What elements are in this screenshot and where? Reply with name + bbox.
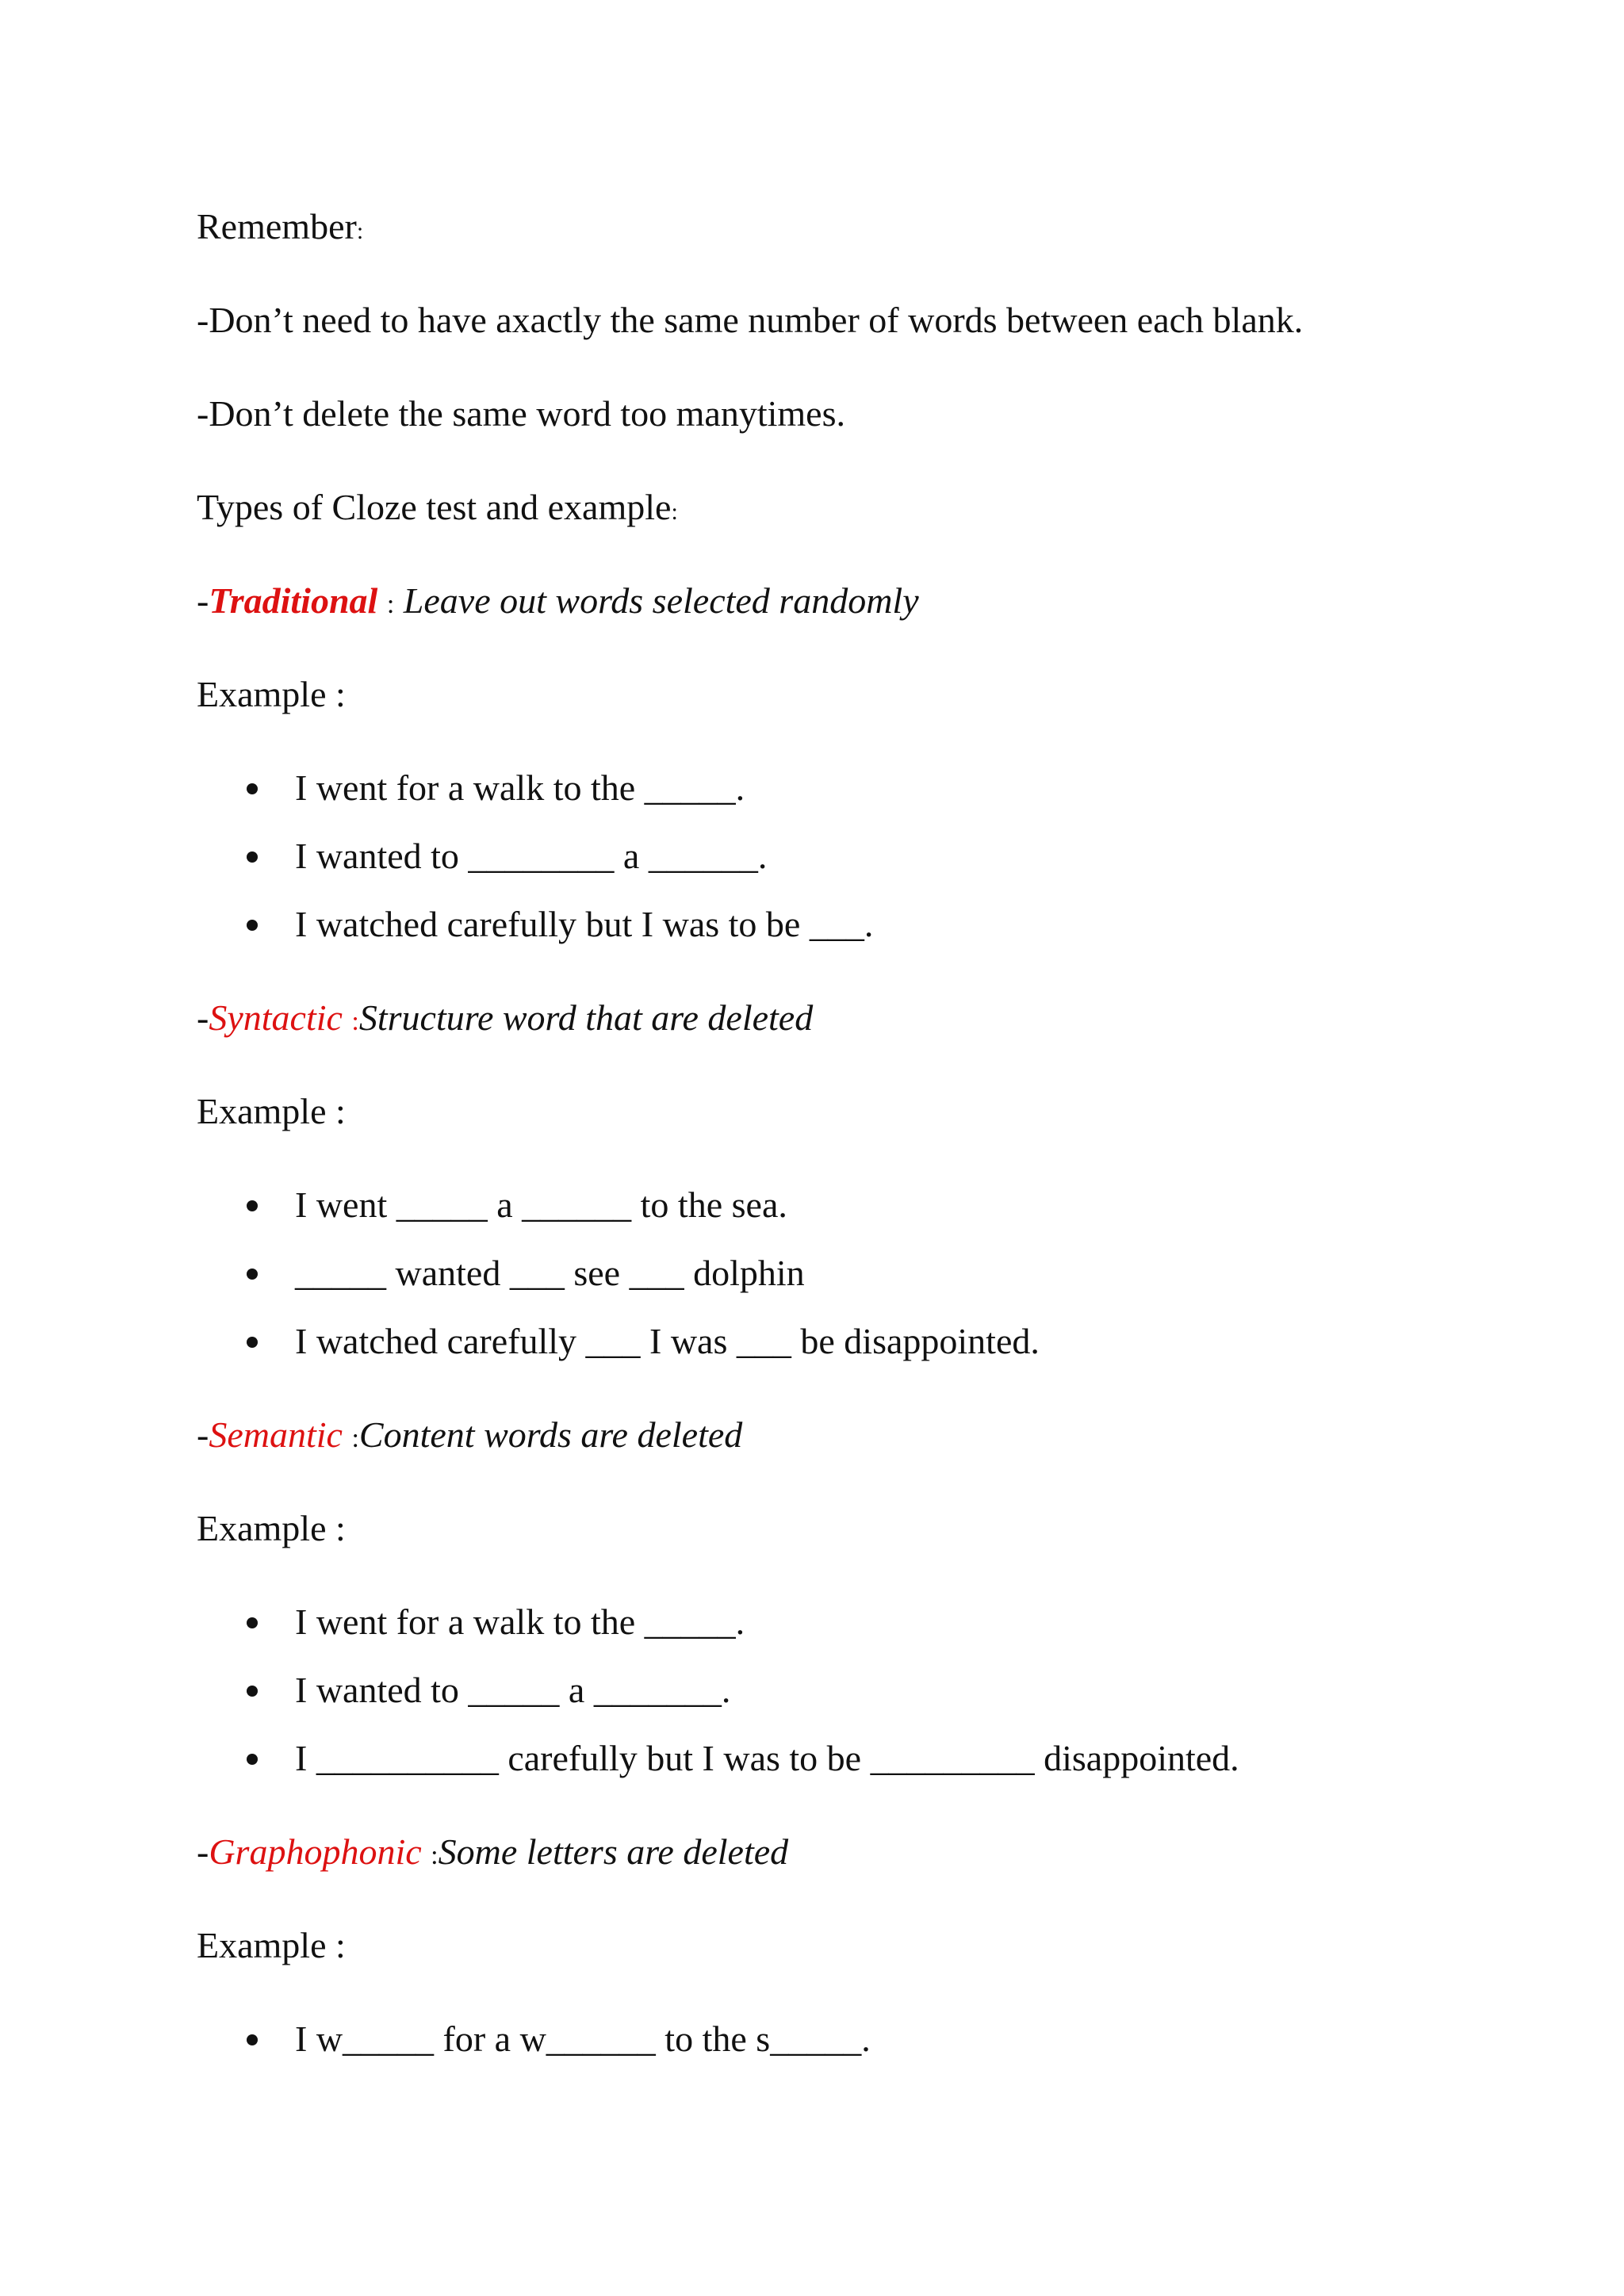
bullet-icon <box>247 783 258 794</box>
heading-description: Structure word that are deleted <box>358 997 814 1038</box>
heading-colon: : <box>351 1424 359 1453</box>
bullet-icon <box>247 851 258 863</box>
bullet-icon <box>247 1337 258 1348</box>
example-label: Example : <box>197 1091 346 1131</box>
list-item-text: _____ wanted ___ see ___ dolphin <box>295 1253 805 1293</box>
heading-description: Some letters are deleted <box>438 1831 789 1872</box>
list-item <box>197 1249 1040 1318</box>
list-item <box>197 1667 1239 1735</box>
heading-colon: : <box>386 590 395 619</box>
heading-keyword: Syntactic <box>209 997 343 1038</box>
list-item <box>197 1181 1040 1249</box>
types-heading-colon: : <box>671 499 678 525</box>
bullet-icon <box>247 1686 258 1697</box>
bullet-icon <box>247 1617 258 1628</box>
heading-colon: : <box>351 1007 359 1036</box>
bullet-icon <box>247 1269 258 1280</box>
rule-line-1: -Don’t need to have axactly the same number of words between each blank. <box>197 300 1304 340</box>
example-label: Example : <box>197 1508 346 1548</box>
list-item-text: I w_____ for a w______ to the s_____. <box>295 2019 871 2059</box>
rule-line-2: -Don’t delete the same word too manytimes. <box>197 393 846 434</box>
example-list-semantic <box>197 1598 1239 1803</box>
list-item-text: I went _____ a ______ to the sea. <box>295 1184 787 1225</box>
remember-colon: : <box>356 218 364 244</box>
heading-dash: - <box>197 997 209 1038</box>
section-heading-traditional <box>197 577 919 629</box>
list-item-text: I __________ carefully but I was to be _________ disappointed. <box>295 1738 1239 1778</box>
heading-keyword: Semantic <box>209 1414 343 1455</box>
example-list-syntactic <box>197 1181 1040 1386</box>
remember-title: Remember <box>197 206 357 247</box>
heading-description: Leave out words selected randomly <box>403 580 919 621</box>
example-label: Example : <box>197 674 346 714</box>
list-item-text: I watched carefully but I was to be ___. <box>295 904 874 944</box>
list-item <box>197 901 873 969</box>
types-heading <box>197 484 678 536</box>
bullet-icon <box>247 1200 258 1211</box>
section-heading-syntactic <box>197 994 813 1046</box>
section-heading-semantic <box>197 1411 742 1463</box>
list-item-text: I wanted to ________ a ______. <box>295 836 768 876</box>
heading-keyword: Graphophonic <box>209 1831 422 1872</box>
list-item-text: I went for a walk to the _____. <box>295 767 745 808</box>
list-item <box>197 1598 1239 1667</box>
heading-description: Content words are deleted <box>358 1414 743 1455</box>
types-heading-text: Types of Cloze test and example <box>197 487 672 527</box>
list-item-text: I wanted to _____ a _______. <box>295 1670 731 1710</box>
bullet-icon <box>247 2034 258 2045</box>
heading-dash: - <box>197 580 209 621</box>
list-item <box>197 2015 871 2084</box>
list-item-text: I went for a walk to the _____. <box>295 1601 745 1642</box>
heading-dash: - <box>197 1414 209 1455</box>
remember-heading <box>197 203 363 255</box>
list-item <box>197 764 873 832</box>
list-item <box>197 1735 1239 1803</box>
list-item <box>197 832 873 901</box>
section-heading-graphophonic <box>197 1828 788 1880</box>
example-list-traditional <box>197 764 873 969</box>
list-item <box>197 1318 1040 1386</box>
heading-keyword: Traditional <box>209 580 378 621</box>
list-item-text: I watched carefully ___ I was ___ be disappointed. <box>295 1321 1040 1361</box>
heading-dash: - <box>197 1831 209 1872</box>
bullet-icon <box>247 1754 258 1765</box>
heading-colon: : <box>431 1841 439 1870</box>
example-label: Example : <box>197 1925 346 1965</box>
bullet-icon <box>247 920 258 931</box>
example-list-graphophonic <box>197 2015 871 2084</box>
